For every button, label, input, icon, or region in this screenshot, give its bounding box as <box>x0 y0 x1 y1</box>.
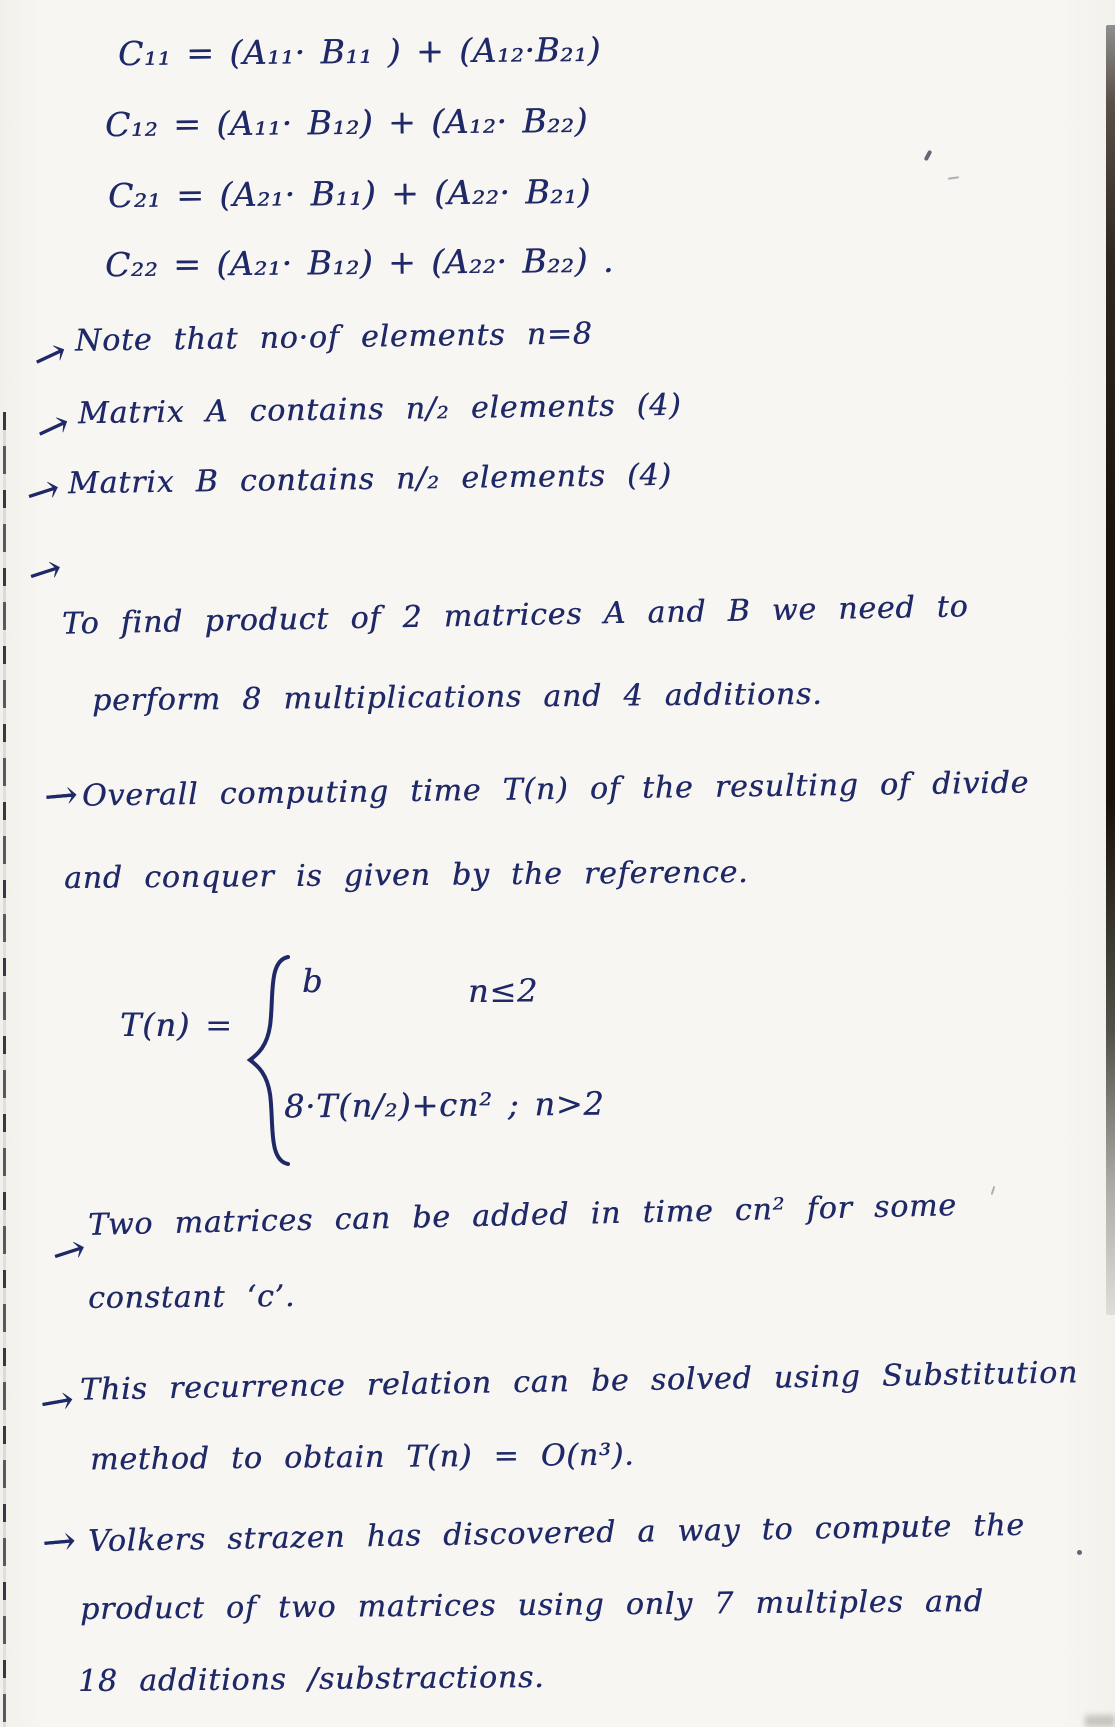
note-recurrence-line2: method to obtain T(n) = O(n³). <box>89 1437 635 1478</box>
ink-speck <box>948 176 959 180</box>
equation-c11: C₁₁ = (A₁₁· B₁₁ ) + (A₁₂·B₂₁) <box>117 29 602 74</box>
bullet-arrow-icon: → <box>45 1224 92 1280</box>
bullet-arrow-icon: → <box>42 771 80 821</box>
equation-c12: C₁₂ = (A₁₁· B₁₂) + (A₁₂· B₂₂) <box>104 100 589 145</box>
ink-speck <box>1077 1550 1082 1555</box>
ink-speck <box>991 1186 996 1195</box>
bullet-arrow-icon: → <box>24 328 75 384</box>
bullet-arrow-icon: → <box>27 400 78 456</box>
note-recurrence-line1: This recurrence relation can be solved using Substitution <box>79 1355 1079 1408</box>
note-matrix-b: Matrix B contains n/₂ elements (4) <box>67 457 673 502</box>
note-strassen-line1: Volkers strazen has discovered a way to compute the <box>87 1507 1026 1560</box>
equation-c22: C₂₂ = (A₂₁· B₁₂) + (A₂₂· B₂₂) . <box>104 240 615 285</box>
bullet-arrow-icon: → <box>19 464 66 520</box>
recurrence-case1-value: b <box>302 962 324 1000</box>
ink-speck <box>924 150 933 162</box>
photo-edge-right <box>1106 25 1115 1315</box>
photo-smudge <box>1085 1715 1115 1727</box>
recurrence-case2: 8·T(n/₂)+cn² ; n>2 <box>283 1084 605 1126</box>
note-addition-line1: Two matrices can be added in time cn² for some <box>87 1188 958 1243</box>
note-overall-line2: and conquer is given by the reference. <box>63 855 749 896</box>
recurrence-lhs: T(n) = <box>120 1006 233 1044</box>
curly-brace-icon <box>243 952 295 1170</box>
note-strassen-line2: product of two matrices using only 7 multiples and <box>79 1584 984 1627</box>
note-addition-line2: constant ‘c’. <box>87 1279 296 1316</box>
equation-c21: C₂₁ = (A₂₁· B₁₁) + (A₂₂· B₂₁) <box>107 171 592 216</box>
note-product-line1: To find product of 2 matrices A and B we need to <box>61 589 969 642</box>
bullet-arrow-icon: → <box>21 544 68 600</box>
note-product-line2: perform 8 multiplications and 4 additions. <box>91 676 823 719</box>
recurrence-case1-condition: n≤2 <box>468 972 539 1010</box>
bullet-arrow-icon: → <box>40 1517 78 1567</box>
note-strassen-line3: 18 additions /substractions. <box>77 1659 545 1700</box>
note-matrix-a: Matrix A contains n/₂ elements (4) <box>77 387 682 432</box>
note-overall-line1: Overall computing time T(n) of the resulting of divide <box>81 765 1030 814</box>
margin-line-left <box>3 412 6 1727</box>
bullet-arrow-icon: → <box>36 1376 78 1428</box>
note-elements: Note that no·of elements n=8 <box>74 316 593 359</box>
